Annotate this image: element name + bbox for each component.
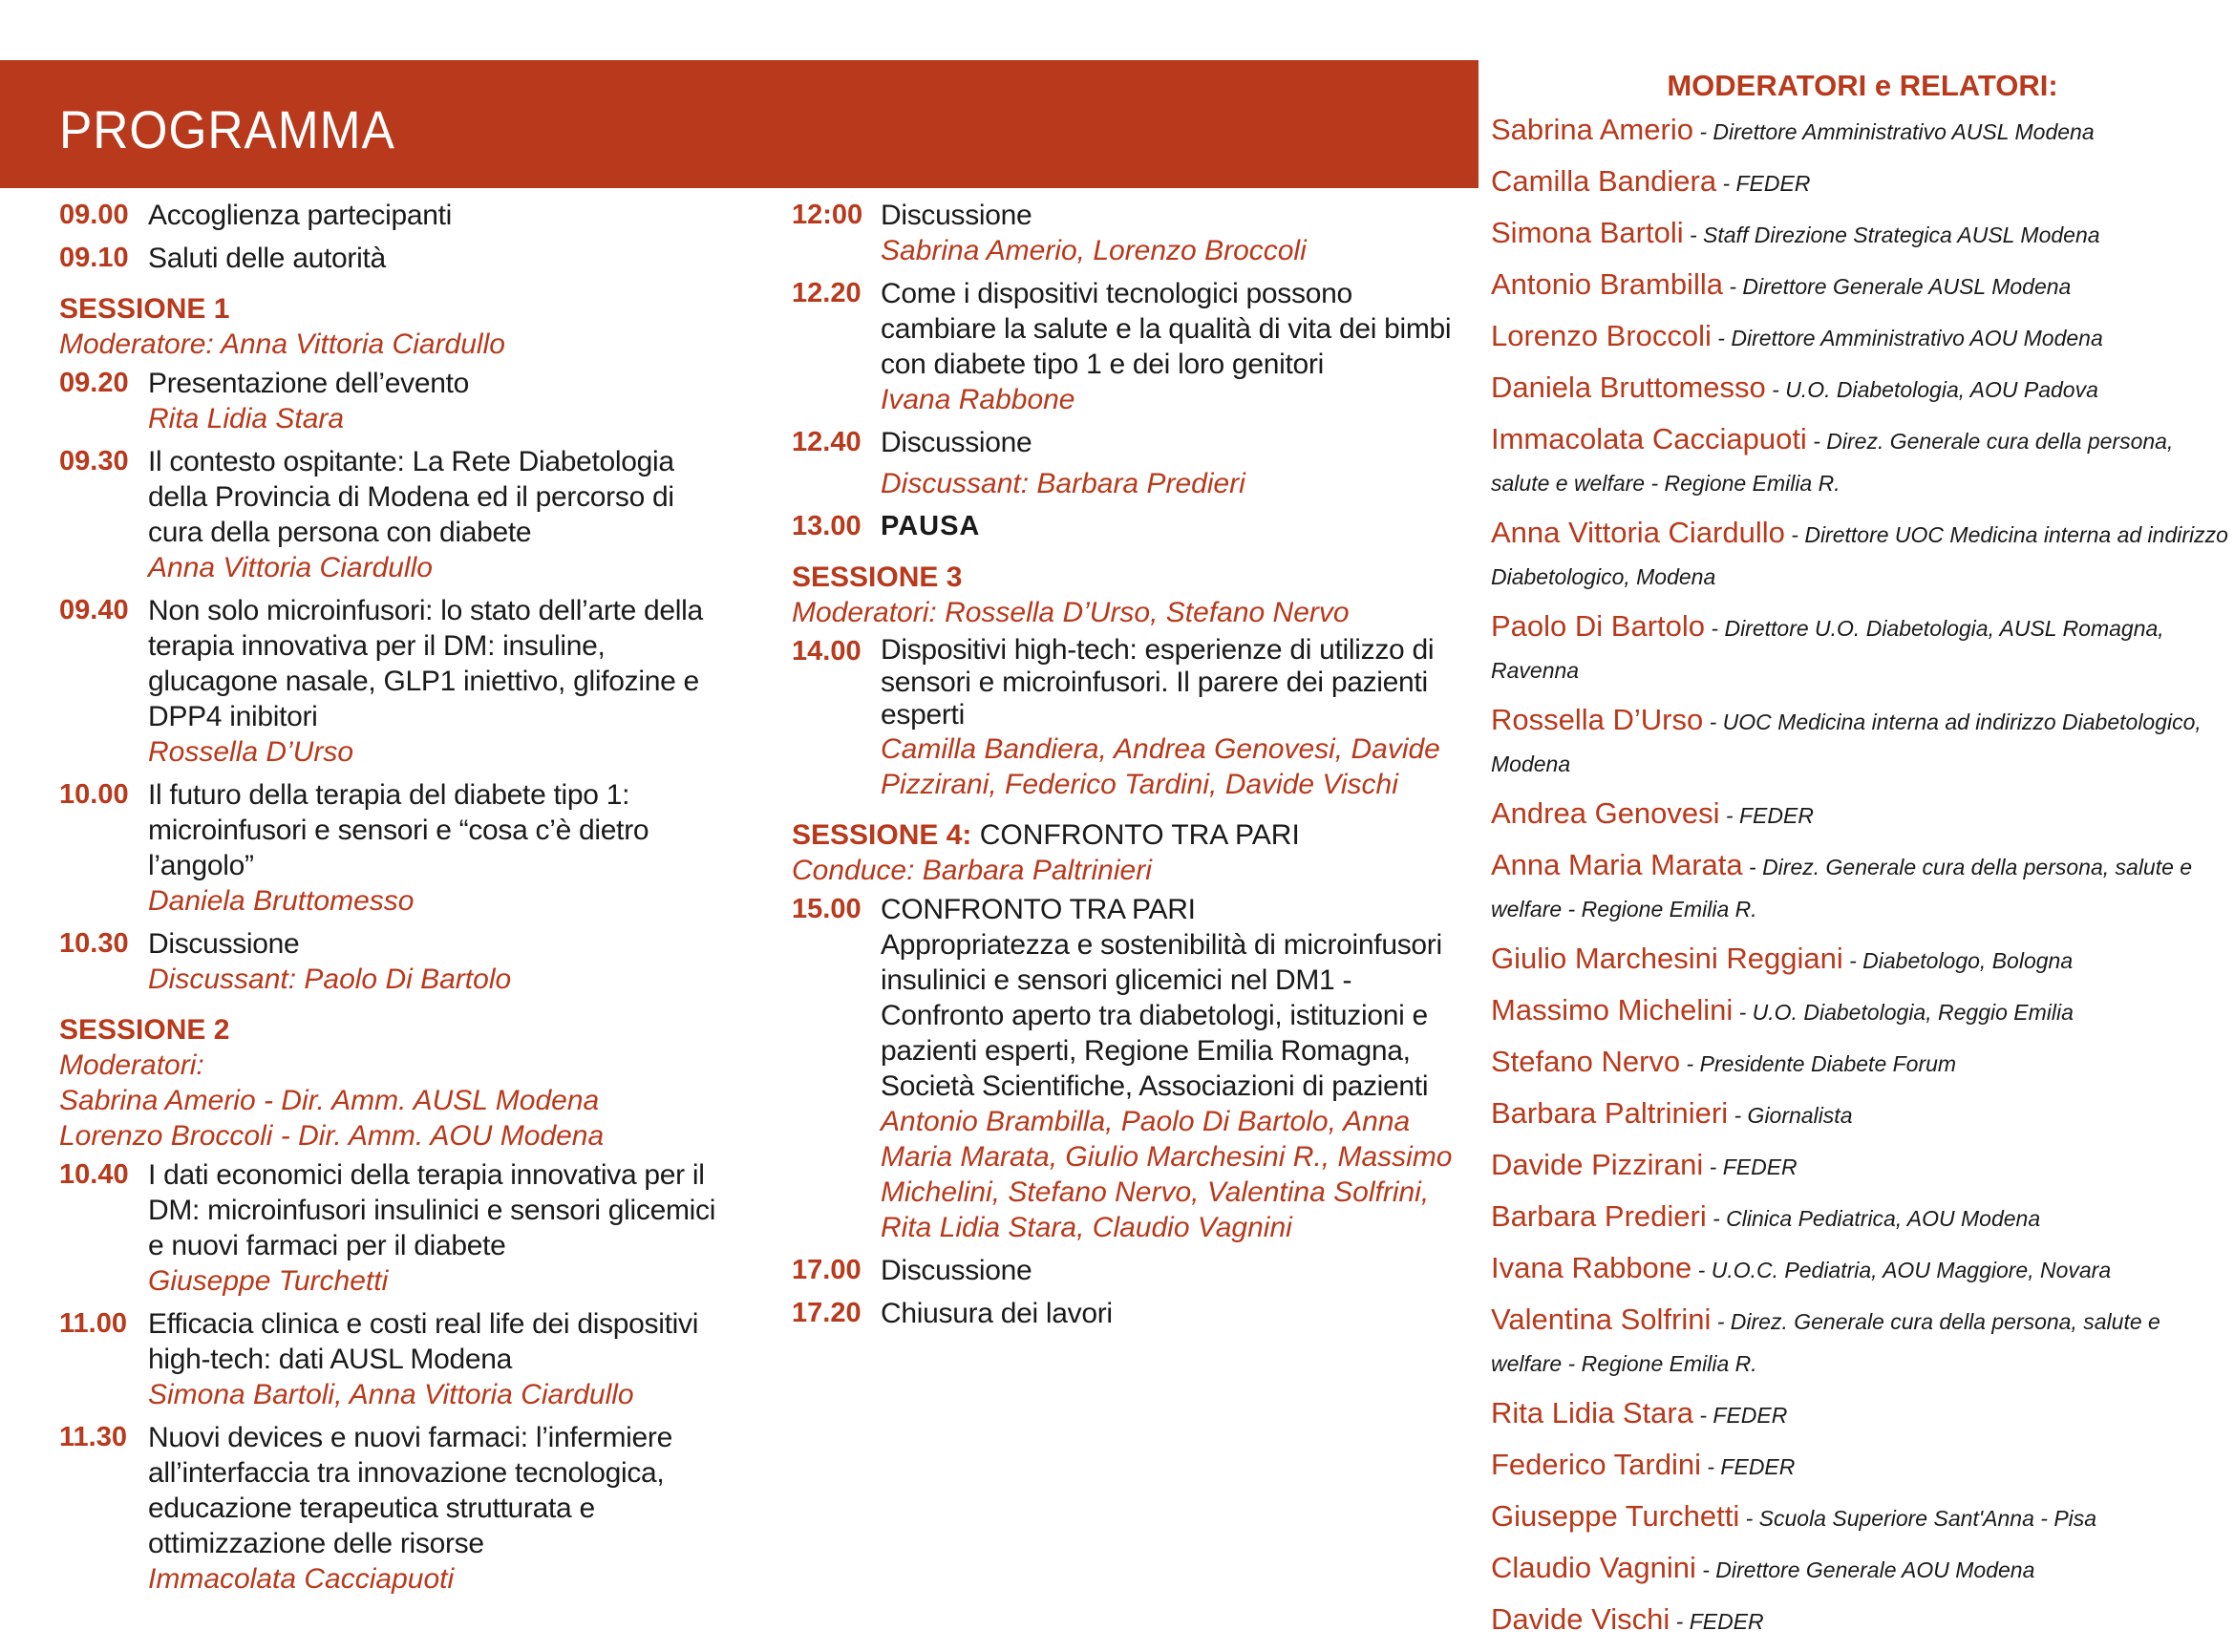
entries-session-3 bbox=[792, 634, 1460, 802]
pause-label: PAUSA bbox=[881, 511, 981, 541]
speaker-role: - Staff Direzione Strategica AUSL Modena bbox=[1683, 222, 2100, 247]
speaker-role: - U.O.C. Pediatria, AOU Maggiore, Novara bbox=[1691, 1258, 2112, 1282]
speaker-item bbox=[1491, 1043, 2234, 1085]
entry-time: 15.00 bbox=[792, 894, 862, 924]
session-moderator: Moderatori: Rossella D’Urso, Stefano Nervo bbox=[792, 597, 1350, 628]
speaker-item bbox=[1491, 1446, 2234, 1488]
entry-text: Discussione bbox=[881, 200, 1032, 231]
entry-time: 12.40 bbox=[792, 427, 862, 457]
entry-time: 09.10 bbox=[59, 243, 129, 273]
speaker-name: Camilla Bandiera bbox=[1491, 164, 1717, 198]
session-moderator: Conduce: Barbara Paltrinieri bbox=[792, 855, 1152, 886]
speaker-name: Daniela Bruttomesso bbox=[1491, 371, 1766, 404]
program-entry bbox=[59, 1157, 728, 1299]
speaker-item bbox=[1491, 420, 2234, 504]
speaker-name: Davide Pizzirani bbox=[1491, 1148, 1704, 1181]
speaker-role: - FEDER bbox=[1692, 1403, 1788, 1428]
program-entry bbox=[59, 366, 728, 436]
entry-speaker: Daniela Bruttomesso bbox=[148, 885, 415, 917]
session-subtitle: CONFRONTO TRA PARI bbox=[979, 819, 1300, 851]
speaker-role: - UOC Medicina interna ad indirizzo Diabetologico, Modena bbox=[1491, 710, 2202, 776]
speaker-name: Antonio Brambilla bbox=[1491, 267, 1723, 301]
entry-time: 13.00 bbox=[792, 511, 862, 541]
entry-time: 09.30 bbox=[59, 446, 129, 477]
entry-speaker: Antonio Brambilla, Paolo Di Bartolo, Anna Maria Marata, Giulio Marchesini R., Massimo Michelini, Stefano Nervo, Valentina Solfrini, Rita Lidia Stara, Claudio Vagnini bbox=[881, 1106, 1453, 1243]
speaker-name: Barbara Predieri bbox=[1491, 1199, 1707, 1233]
speaker-item bbox=[1491, 1301, 2234, 1385]
entry-time: 11.00 bbox=[59, 1308, 127, 1339]
speakers-heading: MODERATORI e RELATORI: bbox=[1667, 69, 2058, 102]
program-entry bbox=[59, 593, 728, 770]
session-title bbox=[792, 817, 1460, 853]
speaker-item bbox=[1491, 514, 2234, 598]
speaker-role: - FEDER bbox=[1716, 171, 1811, 196]
entry-text: Come i dispositivi tecnologici possono cambiare la salute e la qualità di vita dei bimbi con diabete tipo 1 e dei loro genitori bbox=[881, 278, 1452, 380]
entry-time: 14.00 bbox=[792, 636, 862, 667]
program-entry bbox=[792, 276, 1460, 417]
entry-speaker: Immacolata Cacciapuoti bbox=[148, 1563, 455, 1595]
entry-text: I dati economici della terapia innovativa per il DM: microinfusori insulinici e sensori glicemici e nuovi farmaci per il diabete bbox=[148, 1159, 716, 1261]
speaker-role: - Direttore Amministrativo AUSL Modena bbox=[1692, 119, 2095, 144]
speaker-name: Rita Lidia Stara bbox=[1491, 1396, 1693, 1430]
entry-time: 17.00 bbox=[792, 1255, 862, 1285]
speaker-role: - Direz. Generale cura della persona, salute e welfare - Regione Emilia R. bbox=[1491, 1309, 2160, 1376]
speaker-name: Anna Vittoria Ciardullo bbox=[1491, 516, 1785, 549]
entry-text: Accoglienza partecipanti bbox=[148, 200, 452, 231]
speaker-role: - Giornalista bbox=[1728, 1103, 1853, 1128]
speaker-role: - Presidente Diabete Forum bbox=[1680, 1051, 1957, 1076]
speaker-role: - FEDER bbox=[1703, 1154, 1798, 1179]
speaker-name: Lorenzo Broccoli bbox=[1491, 319, 1712, 352]
entries-session-1 bbox=[59, 366, 728, 997]
speaker-role: - Direz. Generale cura della persona, salute e welfare - Regione Emilia R. bbox=[1491, 429, 2174, 496]
entry-text: Discussione bbox=[881, 1255, 1032, 1286]
session-4-header bbox=[792, 817, 1460, 888]
session-moderator: Moderatore: Anna Vittoria Ciardullo bbox=[59, 328, 505, 360]
speaker-name: Federico Tardini bbox=[1491, 1448, 1701, 1481]
entry-time: 09.40 bbox=[59, 595, 129, 625]
page-title: PROGRAMMA bbox=[59, 99, 395, 159]
session-title: SESSIONE 1 bbox=[59, 293, 230, 325]
speaker-name: Stefano Nervo bbox=[1491, 1045, 1681, 1078]
program-entry bbox=[59, 241, 728, 276]
speaker-role: - Direz. Generale cura della persona, salute e welfare - Regione Emilia R. bbox=[1491, 855, 2193, 921]
speaker-name: Sabrina Amerio bbox=[1491, 113, 1693, 146]
program-entry bbox=[792, 425, 1460, 501]
entry-time: 09.00 bbox=[59, 200, 129, 230]
program-entry bbox=[792, 198, 1460, 268]
program-entry bbox=[59, 444, 728, 585]
entry-speaker: Discussant: Barbara Predieri bbox=[881, 468, 1245, 499]
speaker-name: Barbara Paltrinieri bbox=[1491, 1096, 1729, 1130]
program-entry bbox=[792, 1253, 1460, 1288]
program-entry bbox=[792, 892, 1460, 1245]
speaker-item bbox=[1491, 111, 2234, 153]
entry-text: CONFRONTO TRA PARI bbox=[881, 894, 1196, 925]
entry-text: Discussione bbox=[148, 928, 300, 960]
entries-opening bbox=[59, 198, 728, 276]
speaker-name: Paolo Di Bartolo bbox=[1491, 609, 1706, 643]
entry-speaker: Giuseppe Turchetti bbox=[148, 1265, 389, 1297]
speaker-item bbox=[1491, 214, 2234, 256]
speaker-item bbox=[1491, 794, 2234, 837]
program-entry bbox=[59, 1420, 728, 1597]
entry-time: 09.20 bbox=[59, 368, 129, 398]
entry-text: Nuovi devices e nuovi farmaci: l’infermiere all’interfaccia tra innovazione tecnologica, educazione terapeutica strutturata e ottimizzazione delle risorse bbox=[148, 1422, 672, 1559]
speaker-role: - Direttore Amministrativo AOU Modena bbox=[1711, 326, 2103, 350]
speaker-role: - Direttore Generale AUSL Modena bbox=[1722, 274, 2072, 299]
entry-speaker: Sabrina Amerio, Lorenzo Broccoli bbox=[881, 235, 1307, 266]
entry-time: 12:00 bbox=[792, 200, 863, 230]
program-entry bbox=[792, 634, 1460, 802]
entry-speaker: Rita Lidia Stara bbox=[148, 403, 345, 434]
entry-speaker: Anna Vittoria Ciardullo bbox=[148, 552, 433, 583]
session-2-header bbox=[59, 1012, 728, 1154]
speaker-item bbox=[1491, 1094, 2234, 1136]
program-entry bbox=[59, 198, 728, 233]
speaker-name: Anna Maria Marata bbox=[1491, 848, 1743, 881]
program-column-1 bbox=[59, 198, 728, 1604]
speaker-name: Claudio Vagnini bbox=[1491, 1551, 1696, 1584]
speaker-item bbox=[1491, 1146, 2234, 1188]
speaker-item bbox=[1491, 1549, 2234, 1591]
speaker-role: - Scuola Superiore Sant'Anna - Pisa bbox=[1739, 1506, 2097, 1531]
entry-text: Saluti delle autorità bbox=[148, 243, 386, 274]
speaker-role: - FEDER bbox=[1719, 803, 1814, 828]
entry-time: 17.20 bbox=[792, 1298, 862, 1328]
session-moderator: Sabrina Amerio - Dir. Amm. AUSL Modena bbox=[59, 1085, 600, 1116]
speaker-item bbox=[1491, 1197, 2234, 1239]
speaker-item bbox=[1491, 162, 2234, 204]
speaker-name: Ivana Rabbone bbox=[1491, 1251, 1692, 1284]
speaker-role: - Diabetologo, Bologna bbox=[1842, 948, 2074, 973]
entry-text: Il contesto ospitante: La Rete Diabetologia della Provincia di Modena ed il percorso di cura della persona con diabete bbox=[148, 446, 674, 548]
speaker-item bbox=[1491, 1394, 2234, 1436]
session-title: SESSIONE 3 bbox=[792, 561, 963, 593]
speaker-item bbox=[1491, 1600, 2234, 1642]
speaker-item bbox=[1491, 607, 2234, 691]
entry-text: Discussione bbox=[881, 427, 1032, 458]
program-entry bbox=[792, 1296, 1460, 1331]
entry-text: Efficacia clinica e costi real life dei dispositivi high-tech: dati AUSL Modena bbox=[148, 1308, 699, 1375]
entries-session-4 bbox=[792, 892, 1460, 1331]
session-1-header bbox=[59, 291, 728, 362]
speaker-role: - Clinica Pediatrica, AOU Modena bbox=[1706, 1206, 2041, 1231]
speaker-name: Simona Bartoli bbox=[1491, 216, 1684, 249]
speaker-name: Valentina Solfrini bbox=[1491, 1303, 1712, 1336]
speaker-item bbox=[1491, 846, 2234, 930]
speaker-role: - U.O. Diabetologia, Reggio Emilia bbox=[1733, 1000, 2074, 1025]
entry-speaker: Ivana Rabbone bbox=[881, 384, 1075, 415]
entry-speaker: Simona Bartoli, Anna Vittoria Ciardullo bbox=[148, 1379, 634, 1410]
session-3-header bbox=[792, 560, 1460, 630]
program-column-2 bbox=[792, 198, 1460, 1339]
entry-speaker: Camilla Bandiera, Andrea Genovesi, Davide Pizzirani, Federico Tardini, Davide Vischi bbox=[881, 733, 1440, 800]
entries-midday bbox=[792, 198, 1460, 544]
speaker-item bbox=[1491, 369, 2234, 411]
speakers-list bbox=[1491, 111, 2234, 1642]
speaker-name: Rossella D’Urso bbox=[1491, 703, 1704, 736]
entry-speaker: Discussant: Paolo Di Bartolo bbox=[148, 964, 512, 995]
session-number: SESSIONE 4: bbox=[792, 819, 972, 851]
session-moderator-label: Moderatori: bbox=[59, 1049, 204, 1081]
speaker-item bbox=[1491, 1249, 2234, 1291]
entry-time: 10.30 bbox=[59, 928, 129, 959]
speaker-name: Giuseppe Turchetti bbox=[1491, 1499, 1740, 1533]
speaker-item bbox=[1491, 940, 2234, 982]
speaker-item bbox=[1491, 1497, 2234, 1539]
entry-time: 10.40 bbox=[59, 1159, 129, 1190]
entry-text: Non solo microinfusori: lo stato dell’arte della terapia innovativa per il DM: insuline, glucagone nasale, GLP1 iniettivo, glifozine e DPP4 inibitori bbox=[148, 595, 703, 732]
speaker-name: Massimo Michelini bbox=[1491, 993, 1734, 1027]
entry-speaker: Rossella D’Urso bbox=[148, 736, 354, 768]
program-entry bbox=[59, 777, 728, 919]
speaker-name: Immacolata Cacciapuoti bbox=[1491, 422, 1807, 455]
speakers-column bbox=[1491, 67, 2234, 1652]
program-entry bbox=[59, 1306, 728, 1412]
session-title: SESSIONE 2 bbox=[59, 1014, 230, 1046]
speaker-name: Giulio Marchesini Reggiani bbox=[1491, 942, 1843, 975]
speaker-role: - FEDER bbox=[1670, 1609, 1764, 1634]
speaker-role: - U.O. Diabetologia, AOU Padova bbox=[1765, 377, 2098, 402]
entry-text: Chiusura dei lavori bbox=[881, 1298, 1113, 1329]
entry-time: 12.20 bbox=[792, 278, 862, 308]
entry-text: Il futuro della terapia del diabete tipo 1: microinfusori e sensori e “cosa c’è dietro l’angolo” bbox=[148, 779, 649, 881]
speaker-item bbox=[1491, 317, 2234, 359]
pause-entry bbox=[792, 509, 1460, 544]
session-moderator: Lorenzo Broccoli - Dir. Amm. AOU Modena bbox=[59, 1120, 605, 1152]
entry-text: Dispositivi high-tech: esperienze di utilizzo di sensori e microinfusori. Il parere dei pazienti esperti bbox=[881, 634, 1435, 731]
speaker-item bbox=[1491, 991, 2234, 1033]
speaker-role: - Direttore U.O. Diabetologia, AUSL Romagna, Ravenna bbox=[1491, 616, 2164, 683]
entries-session-2 bbox=[59, 1157, 728, 1597]
speaker-item bbox=[1491, 701, 2234, 785]
entry-text: Presentazione dell’evento bbox=[148, 368, 470, 399]
entry-description: Appropriatezza e sostenibilità di microinfusori insulinici e sensori glicemici nel DM1 - Confronto aperto tra diabetologi, istituzioni e pazienti esperti, Regione Emilia Romagna, Società Scientifiche, Associazioni di pazienti bbox=[881, 929, 1442, 1102]
speaker-name: Davide Vischi bbox=[1491, 1602, 1670, 1636]
program-entry bbox=[59, 926, 728, 997]
entry-time: 11.30 bbox=[59, 1422, 127, 1452]
speaker-name: Andrea Genovesi bbox=[1491, 796, 1720, 830]
speaker-role: - FEDER bbox=[1700, 1454, 1796, 1479]
speaker-role: - Direttore UOC Medicina interna ad indirizzo Diabetologico, Modena bbox=[1491, 522, 2228, 589]
speaker-role: - Direttore Generale AOU Modena bbox=[1695, 1557, 2035, 1582]
speaker-item bbox=[1491, 265, 2234, 307]
entry-time: 10.00 bbox=[59, 779, 129, 810]
